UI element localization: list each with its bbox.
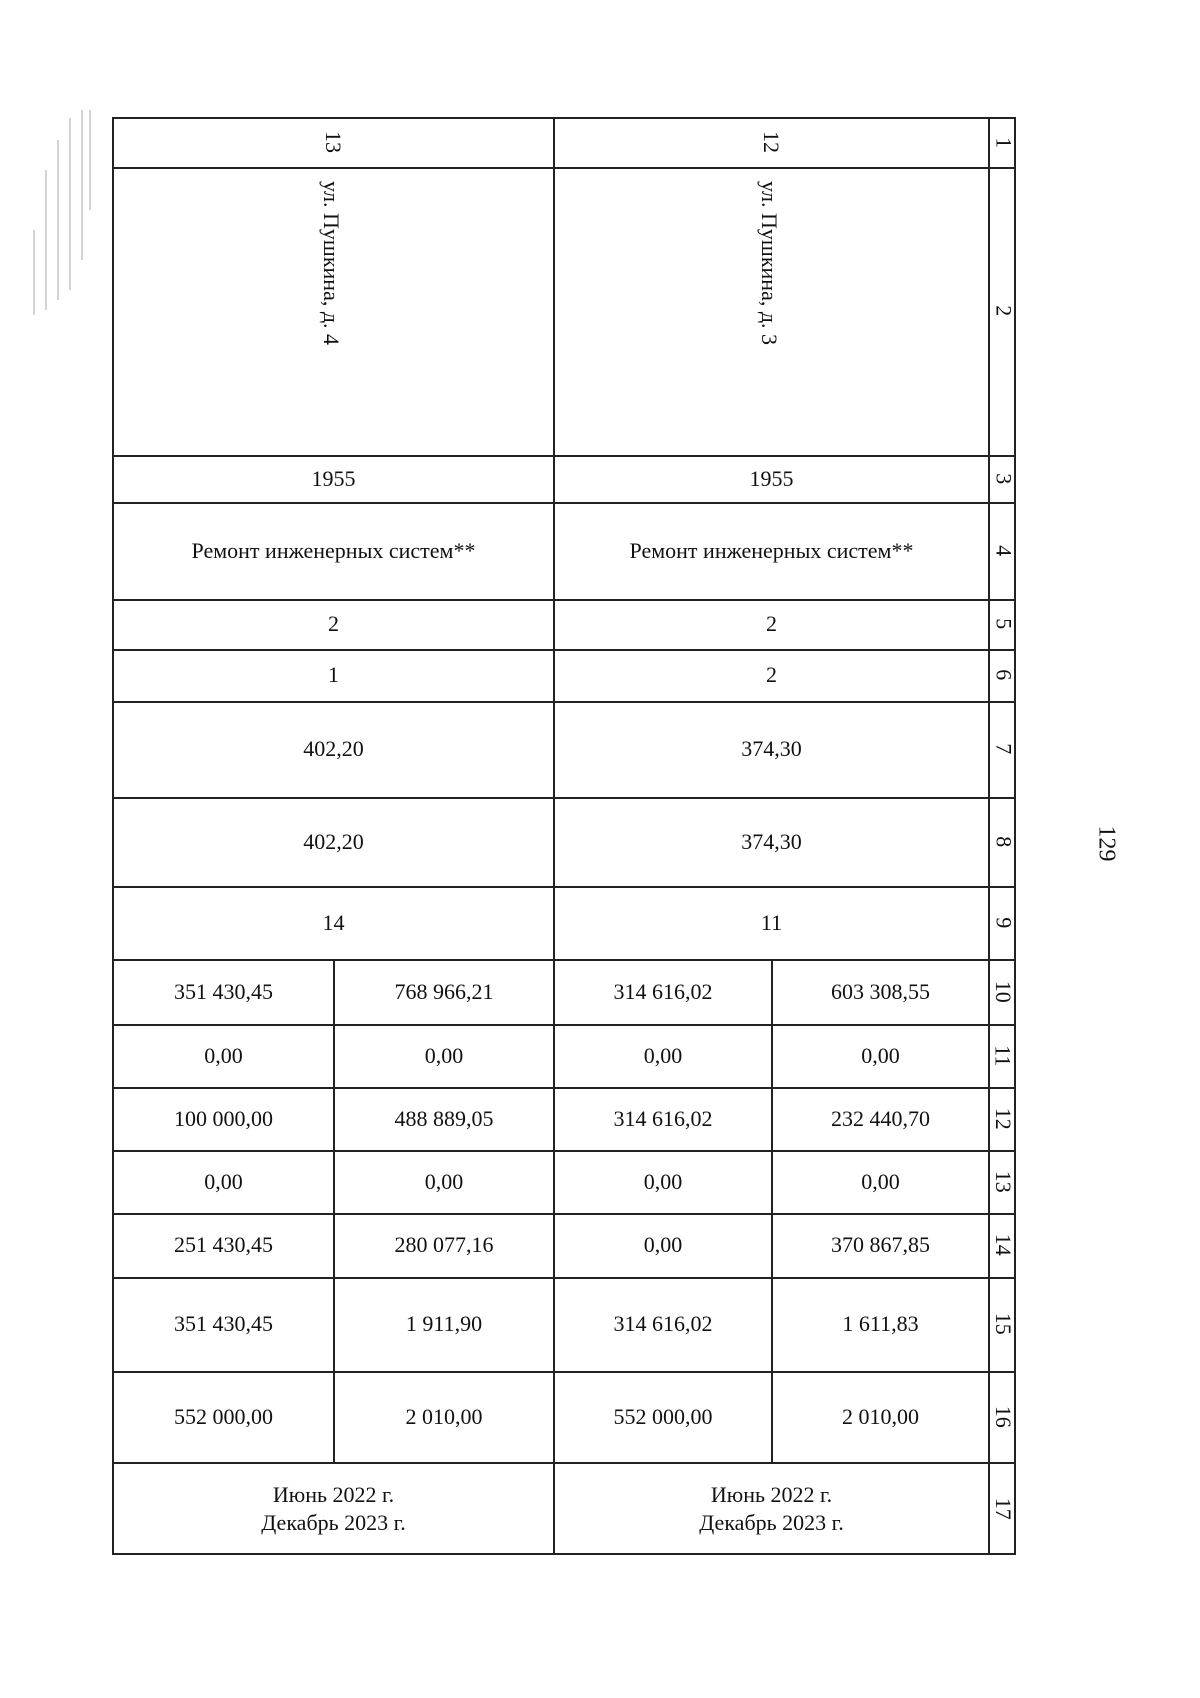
cell-value: 351 430,45 bbox=[174, 978, 273, 1004]
cell-value: 14 bbox=[322, 909, 345, 935]
cell-value: 2 010,00 bbox=[405, 1403, 483, 1429]
period-start: Июнь 2022 г. bbox=[710, 1482, 833, 1507]
cell-value: 2 010,00 bbox=[842, 1403, 919, 1429]
house-index: 12 bbox=[759, 131, 784, 153]
build-year: 1955 bbox=[311, 465, 356, 491]
cell-value: 0,00 bbox=[861, 1168, 900, 1194]
cell-value: 2 bbox=[766, 611, 777, 637]
cell-value: 232 440,70 bbox=[831, 1105, 930, 1131]
row-number: 8 bbox=[990, 836, 1016, 847]
cell-value: 280 077,16 bbox=[394, 1232, 494, 1258]
scan-artifact bbox=[24, 110, 96, 320]
cell-value: 374,30 bbox=[741, 736, 802, 762]
row-number: 17 bbox=[990, 1497, 1016, 1520]
house-address: ул. Пушкина, д. 4 bbox=[319, 181, 344, 346]
cell-value: 1 911,90 bbox=[405, 1311, 483, 1337]
row-number: 5 bbox=[990, 618, 1016, 630]
house-index: 13 bbox=[321, 131, 346, 153]
cell-value: 2 bbox=[328, 611, 339, 637]
period-end: Декабрь 2023 г. bbox=[699, 1509, 844, 1535]
cell-value: 100 000,00 bbox=[174, 1105, 273, 1131]
cell-value: 0,00 bbox=[861, 1042, 900, 1068]
cell-value: 0,00 bbox=[204, 1042, 243, 1068]
row-number: 13 bbox=[990, 1170, 1016, 1193]
cell-value: 11 bbox=[760, 909, 783, 935]
cell-value: 0,00 bbox=[643, 1232, 683, 1258]
build-year: 1955 bbox=[749, 465, 794, 491]
row-number: 7 bbox=[990, 743, 1016, 755]
cell-value: 0,00 bbox=[204, 1168, 243, 1194]
cell-value: 488 889,05 bbox=[394, 1105, 494, 1131]
row-number: 6 bbox=[990, 669, 1016, 681]
cell-value: 314 616,02 bbox=[613, 1105, 713, 1131]
cell-value: 0,00 bbox=[643, 1168, 683, 1194]
data-table bbox=[112, 117, 1016, 1555]
cell-value: 552 000,00 bbox=[174, 1403, 273, 1429]
row-number: 4 bbox=[990, 545, 1016, 556]
cell-value: 370 867,85 bbox=[831, 1232, 930, 1258]
row-number: 10 bbox=[990, 980, 1016, 1003]
cell-value: 603 308,55 bbox=[831, 978, 930, 1004]
work-type: Ремонт инженерных систем** bbox=[629, 537, 914, 563]
cell-value: 768 966,21 bbox=[394, 978, 494, 1004]
period-end: Декабрь 2023 г. bbox=[261, 1509, 406, 1535]
row-number: 11 bbox=[990, 1044, 1016, 1067]
cell-value: 402,20 bbox=[303, 736, 364, 762]
row-number: 15 bbox=[990, 1313, 1016, 1335]
row-number: 14 bbox=[990, 1234, 1016, 1256]
cell-value: 0,00 bbox=[643, 1042, 683, 1068]
period-start: Июнь 2022 г. bbox=[272, 1482, 395, 1507]
row-number: 3 bbox=[990, 473, 1016, 484]
cell-value: 402,20 bbox=[303, 828, 364, 854]
cell-value: 0,00 bbox=[424, 1168, 464, 1194]
row-number: 2 bbox=[990, 305, 1016, 317]
cell-value: 314 616,02 bbox=[613, 978, 713, 1004]
cell-value: 0,00 bbox=[424, 1042, 464, 1068]
work-type: Ремонт инженерных систем** bbox=[191, 537, 476, 563]
row-number: 12 bbox=[990, 1107, 1016, 1130]
cell-value: 2 bbox=[766, 662, 777, 688]
row-number: 1 bbox=[990, 137, 1016, 149]
cell-value: 552 000,00 bbox=[613, 1403, 713, 1429]
cell-value: 351 430,45 bbox=[174, 1311, 273, 1337]
house-address: ул. Пушкина, д. 3 bbox=[757, 181, 782, 346]
cell-value: 1 611,83 bbox=[842, 1311, 919, 1337]
cell-value: 1 bbox=[328, 662, 339, 688]
page-number: 129 bbox=[1093, 825, 1120, 862]
cell-value: 251 430,45 bbox=[174, 1232, 273, 1258]
cell-value: 314 616,02 bbox=[613, 1311, 713, 1337]
row-number: 9 bbox=[990, 917, 1016, 928]
cell-value: 374,30 bbox=[741, 828, 802, 854]
row-number: 16 bbox=[990, 1405, 1016, 1428]
